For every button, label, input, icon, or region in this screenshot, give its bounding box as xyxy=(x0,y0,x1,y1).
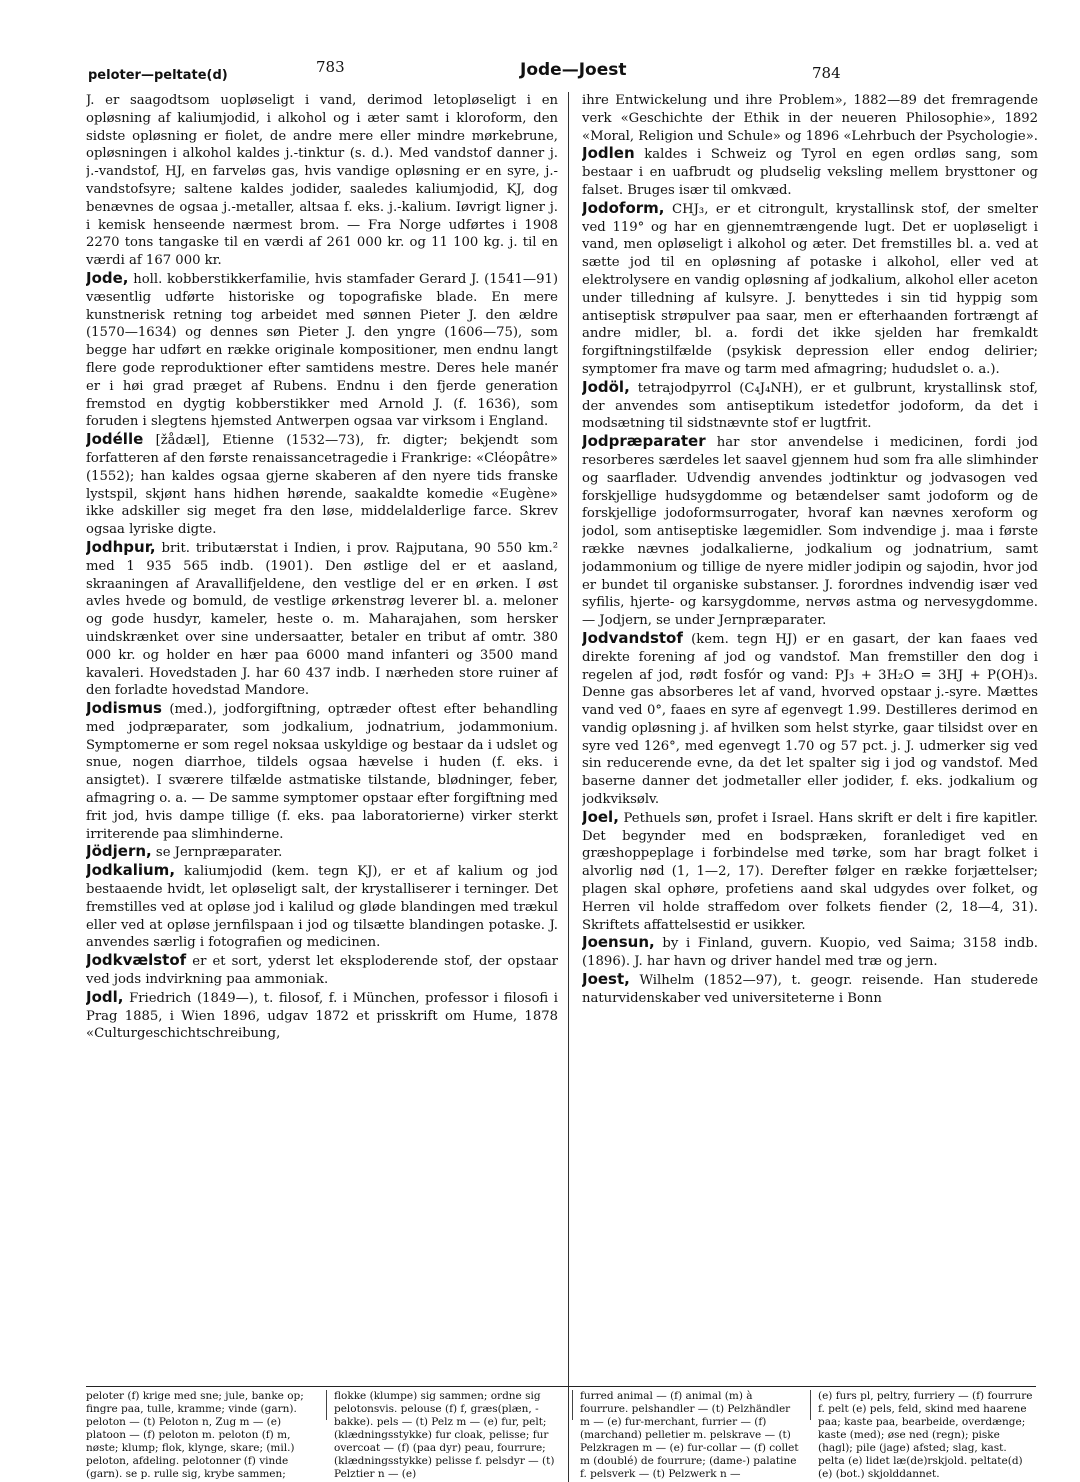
entry-joest xyxy=(582,971,1038,1008)
footer-divider xyxy=(810,1390,811,1420)
headword: Jodkalium, xyxy=(86,861,176,880)
headword: Jodoform, xyxy=(582,198,665,217)
headword: Joensun, xyxy=(582,933,655,952)
entry-body: er et sort, yderst let eksploderende stof, der opstaar ved jods indvirkning paa ammoniak. xyxy=(86,954,558,988)
headword: Jodl, xyxy=(86,987,124,1006)
entry-body: har stor anvendelse i medicinen, fordi jod resorberes særdeles let saavel gjennem hud som fra alle slimhinder og saarflader. Udvendig anvendes jodtinktur og jodvasogen ved forskjellige hudsygdomme og betændelser samt jodoform og de forskjellige jodoformsurrogater, hvoraf kan nævnes xeroform og jodol, som antiseptiske lægemidler. Som indvendige j. maa i første række nævnes jodalkalierne, jodkalium og jodnatrium, samt jodammonium og tillige de nyere midler jodipin og sajodin, hvor jod er bundet til organiske substanser. J. forordnes indvendig især ved syfilis, hjerte- og karsygdomme, nervøs astma og nervesygdomme. — Jodjern, se under Jernpræparater. xyxy=(582,435,1038,629)
headword: Jodpræparater xyxy=(582,432,706,451)
entry-body: (kem. tegn HJ) er en gasart, der kan faaes ved direkte forening af jod og vandstof. Man fremstiller den dog i regelen af jod, rødt fosfór og vand: PJ₃ + 3H₂O = 3HJ + P(OH)₃. Denne gas absorberes let af vand, hvorved opstaar j.-syre. Mættes vand ved 0°, faaes en syre af egenvegt 1.99. Destilleres derimod en vandig opløsning j. af hvilken som helst styrke, gaar tilsidst over en syre ved 126°, med egenvegt 1.70 og 57 pct. j. J. udmerker sig ved sin reducerende evne, da det let spalter sig i jod og vandstof. Med baserne danner det jodmetaller eller jodider, f. eks. jodkalium og jodkviksølv. xyxy=(582,631,1038,808)
entry-jodismus xyxy=(86,700,558,843)
entry-body: (med.), jodforgiftning, optræder oftest efter behandling med jodpræparater, som jodkalium, jodnatrium, jodammonium. Symptomerne er som regel noksaa uskyldige og bestaar da i udslet og snue, nogen diarrhoe, tildels ogsaa hævelse i huden (f. eks. i ansigtet). I sværere tilfælde astmatiske tilstande, blødninger, feber, afmagring o. a. — De samme symptomer opstaar efter forgiftning med frit jod, hvis dampe tillige (f. eks. paa laboratorierne) virker sterkt irriterende paa slimhinderne. xyxy=(86,702,558,842)
entry-body: Friedrich (1849—), t. filosof, f. i München, professor i filosofi i Prag 1885, i Wien 1896, udgav 1872 et prisskrift om Hume, 1878 «Culturgeschichtschreibung, xyxy=(86,990,558,1042)
entry-body: Pethuels søn, profet i Israel. Hans skrift er delt i fire kapitler. Det begynder med en bodspræken, foranlediget ved en græshoppeplage i forbindelse med tørke, som har bragt folket i alvorlig nød (1, 1—2, 17). Derefter følger en række forjættelser; plagen skal ophøre, profetiens aand skal udgydes over folket, og Herren vil holde straffedom over folkets fiender (2, 18—4, 31). Skriftets affattelsestid er usikker. xyxy=(582,810,1038,933)
entry-jodjern xyxy=(86,843,558,862)
headword: Joest, xyxy=(582,970,630,989)
headword: Jodismus xyxy=(86,699,162,718)
footer-column-2 xyxy=(334,1390,562,1481)
entry-body: Wilhelm (1852—97), t. geogr. reisende. Han studerede naturvidenskaber ved universiteterne i Bonn xyxy=(582,973,1038,1006)
entry-joel xyxy=(582,809,1038,935)
footer-divider xyxy=(326,1390,327,1420)
page-number-right: 784 xyxy=(812,64,841,82)
entry-jodkvaelstof xyxy=(86,952,558,989)
entry-jodoform xyxy=(582,200,1038,379)
footer-column-3 xyxy=(580,1390,800,1481)
entry-jodvandstof xyxy=(582,630,1038,809)
entry-body: CHJ₃, er et citrongult, krystallinsk stof, der smelter ved 119° og har en gjennemtrængende lugt. Det er uopløseligt i vand, men opløseligt i alkohol og æter. Det fremstilles bl. a. ved at sætte jod til en opløsning af potaske i alkohol, eller ved at elektrolysere en vandig opløsning af jodkalium, alkohol eller aceton under tilledning af kulsyre. J. benyttedes i sin tid hyppig som antiseptisk strøpulver paa saar, men er efterhaanden fortrængt af andre midler, bl. a. fordi det ikke sjelden har fremkaldt forgiftningstilfælde (psykisk depression eller endog delirier; symptomer fra mave og tarm med afmagring; hududslet o. a.). xyxy=(582,201,1038,377)
footer-text: furred animal — (f) animal (m) à fourrure. pelshandler — (t) Pelzhändler m — (e) fur-merchant, furrier — (f) (marchand) pelletier m. pelskrave — (t) Pelzkragen m — (e) fur-collar — (f) collet m (doublé) de fourrure; (dame-) palatine f. pelsverk — (t) Pelzwerk n — xyxy=(580,1390,799,1480)
footer-rule xyxy=(86,1386,1036,1387)
entry-body: brit. tributærstat i Indien, i prov. Rajputana, 90 550 km.² med 1 935 565 indb. (1901). Den østlige del er et aasland, skraaningen af Aravallifjeldene, den vestlige del er en ørken. I øst avles hvede og bomuld, de vestlige ørkenstrøg leverer bl. a. meloner og gode husdyr, kameler, heste o. m. Maharajahen, som hersker uindskrænket over sine undersaatter, betaler en tribut af omtr. 380 000 kr. og holder en hær paa 6000 mand infanteri og 3500 mand kavaleri. Hovedstaden J. har 60 437 indb. I nærheden store ruiner af den forladte hovedstad Mandore. xyxy=(86,540,558,699)
footer-text: peloter (f) krige med sne; jule, banke op; fingre paa, tulle, kramme; vinde (garn). peloton — (t) Peloton n, Zug m — (e) platoon — (f) peloton m. peloton (f) m, nøste; klump; flok, klynge, skare; (mil.) peloton, afdeling. pelotonner (f) vinde (garn). se p. rulle sig, krybe sammen; xyxy=(86,1390,304,1480)
entry-body: by i Finland, guvern. Kuopio, ved Saima; 3158 indb. (1896). J. har havn og driver handel med træ og jern. xyxy=(582,936,1038,970)
entry-body: [žådæl], Etienne (1532—73), fr. digter; bekjendt som forfatteren af den første renaissancetragedie i Frankrige: «Cléopâtre» (1552); han kaldes ogsaa gjerne skaberen af den nyere tids franske lystspil, skjønt hans hidhen hørende, saakaldte komedie «Eugène» ikke adskiller sig meget fra den løse, middelalderlige farce. Skrev ogsaa lyriske digte. xyxy=(86,433,558,538)
page-number-left: 783 xyxy=(316,58,345,76)
footer-column-4 xyxy=(818,1390,1036,1481)
headword: Jodöl, xyxy=(582,377,630,396)
footer-text: (e) furs pl, peltry, furriery — (f) fourrure f. pelt (e) pels, feld, skind med haarene paa; kaste paa, bearbeide, overdænge; kaste (med); øse ned (regn); piske (hagl); pile (jage) afsted; slag, kast. pelta (e) lidet læ(de)rskjold. peltate(d) (e) (bot.) skjolddannet. xyxy=(818,1390,1033,1480)
entry-jodl xyxy=(86,989,558,1043)
entry-continuation: ihre Entwickelung und ihre Problem», 1882—89 det fremragende verk «Geschichte der Ethik in der neueren Philosophie», 1892 «Moral, Religion und Schule» og 1896 «Lehrbuch der Psychologie». xyxy=(582,93,1038,144)
entry-body: holl. kobberstikkerfamilie, hvis stamfader Gerard J. (1541—91) væsentlig udførte historiske og topografiske blade. En mere kunstnerisk retning tog arbeidet med sønnen Pieter J. den ældre (1570—1634) og dennes søn Pieter J. den yngre (1606—75), som begge har udført en række originale kompositioner, men endnu langt flere gode reproduktioner efter samtidens mestre. Deres hele manér er i høi grad præget af Rubens. Endnu i den fjerde generation fremstod en dygtig kobberstikker med Arnold J. (f. 1636), som foruden i slegtens hjemsted Antwerpen ogsaa var virksom i England. xyxy=(86,271,558,430)
entry-jodhpur xyxy=(86,539,558,700)
entry-body: kaldes i Schweiz og Tyrol en egen ordløs sang, som bestaar i en uafbrudt og pludselig veksling mellem brysttoner og falset. Bruges især til omkvæd. xyxy=(582,147,1038,198)
headword: Jodlen xyxy=(582,144,635,163)
running-head-left: peloter—peltate(d) xyxy=(88,68,228,83)
entry-jode xyxy=(86,270,558,431)
entry-body: se Jernpræparater. xyxy=(155,845,283,861)
entry-body: tetrajodpyrrol (C₄J₄NH), er et gulbrunt, krystallinsk stof, der anvendes som antiseptikum istedetfor jodoform, da det i modsætning til sidstnævnte stof er lugtfrit. xyxy=(582,380,1038,432)
entry-jodol xyxy=(582,379,1038,433)
entry-jodkalium xyxy=(86,862,558,952)
left-column xyxy=(86,92,558,1477)
headword: Jodvandstof xyxy=(582,628,683,647)
footer-divider xyxy=(572,1390,573,1420)
entry-jodpraeparater xyxy=(582,433,1038,630)
page-title: Jode—Joest xyxy=(520,60,627,80)
right-column xyxy=(582,92,1038,1477)
entry-joensun xyxy=(582,934,1038,971)
entry-continuation: J. er saagodtsom uopløseligt i vand, derimod letopløseligt i en opløsning af kaliumjodid, i alkohol og i æter samt i kloroform, den sidste opløsning er fiolet, de andre mere eller mindre mørkebrune, opløsningen i alkohol kaldes j.-tinktur (s. d.). Med vandstof danner j. j.-vandstof, HJ, en farveløs gas, hvis vandige opløsning er en syre, j.-vandstofsyre; saltene kaldes jodider, saaledes kaliumjodid, KJ, dog benævnes de ogsaa j.-metaller, altsaa f. eks. j.-kalium. Iøvrigt ligner j. i kemisk henseende nærmest brom. — Fra Norge udførtes i 1908 2270 tons tangaske til en værdi af 261 000 kr. og 11 100 kg. j. til en værdi af 167 000 kr. xyxy=(86,93,558,269)
headword: Jodhpur, xyxy=(86,537,156,556)
headword: Jödjern, xyxy=(86,842,152,861)
headword: Joel, xyxy=(582,807,619,826)
footer-column-1 xyxy=(86,1390,318,1481)
headword: Jode, xyxy=(86,268,129,287)
entry-jodlen xyxy=(582,145,1038,199)
headword: Jodkvælstof xyxy=(86,951,187,970)
column-divider xyxy=(568,92,569,1482)
entry-jodelle xyxy=(86,431,558,539)
headword: Jodélle xyxy=(86,430,144,449)
footer-text: flokke (klumpe) sig sammen; ordne sig pelotonsvis. pelouse (f) f, græs(plæn, -bakke). pels — (t) Pelz m — (e) fur, pelt; (klædningsstykke) fur cloak, pelisse; fur overcoat — (f) (paa dyr) peau, fourrure; (klædningsstykke) pelisse f. pelsdyr — (t) Pelztier n — (e) xyxy=(334,1390,555,1480)
entry-body: kaliumjodid (kem. tegn KJ), er et af kalium og jod bestaaende hvidt, let opløseligt salt, der krystalliserer i terninger. Det fremstilles ved at opløse jod i kalilud og gløde blandingen med trækul eller ved at opløse jernfilspaan i jod og tilsætte blandingen potaske. J. anvendes særlig i fotografien og medicinen. xyxy=(86,864,558,951)
